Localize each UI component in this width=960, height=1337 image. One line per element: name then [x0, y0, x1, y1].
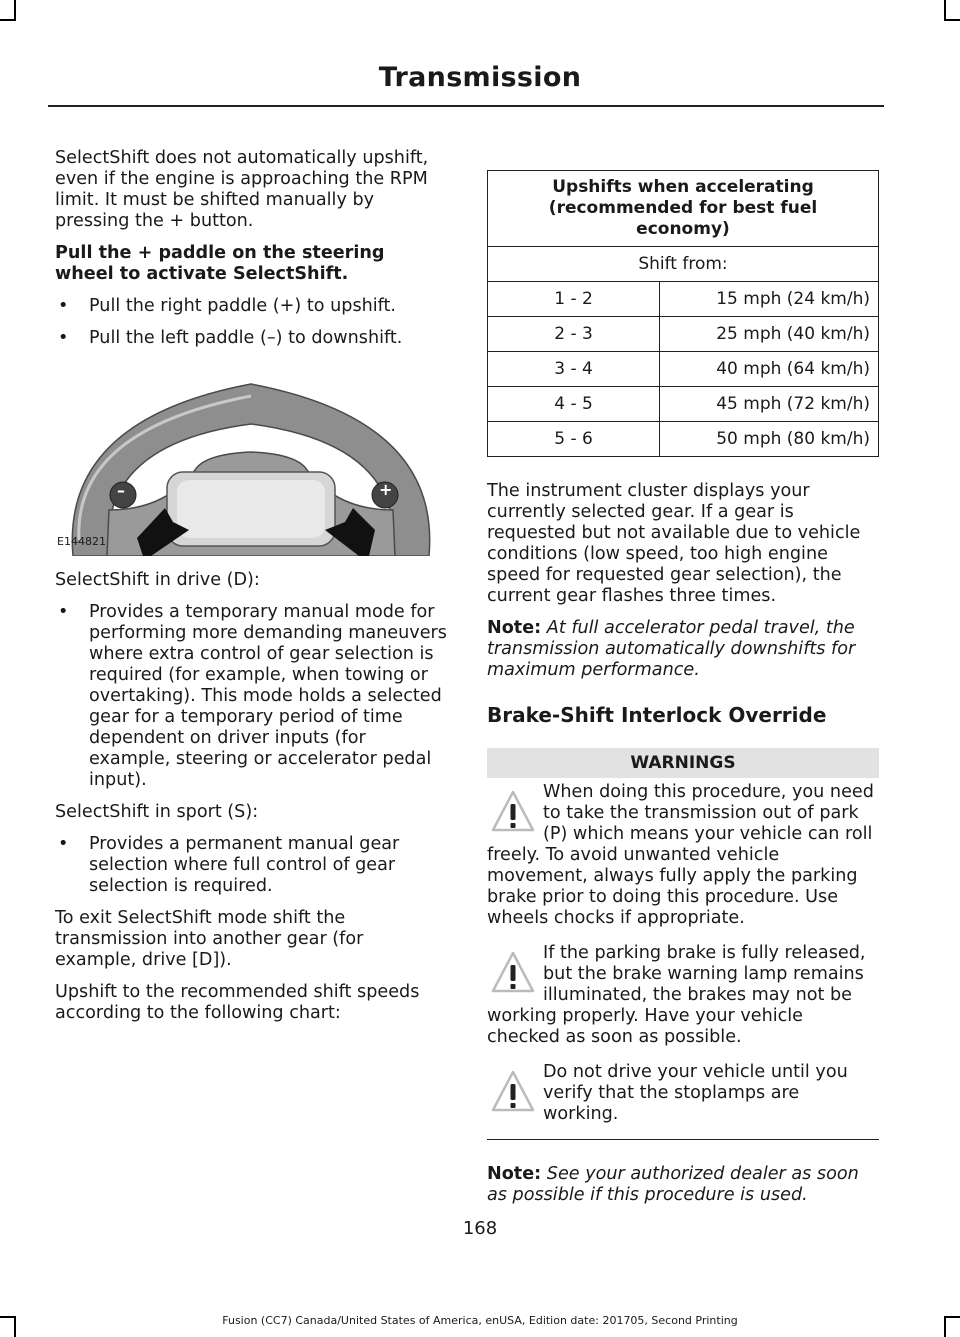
left-column: [55, 148, 448, 1035]
paddle-list: [55, 296, 448, 349]
crop-mark: [944, 0, 946, 20]
header-divider: [48, 105, 884, 107]
upshift-table: [487, 170, 879, 457]
bullet-icon: •: [58, 602, 69, 622]
sport-heading: SelectShift in sport (S):: [55, 802, 259, 822]
list-item: • Provides a temporary manual mode for performing more demanding maneuvers where extra control of gear selection is required (for example, when towing or overtaking). This mode holds a selected gear for a temporary period of time dependent on driver inputs (for example, steering or accelerator pedal input).: [58, 602, 447, 790]
warning-triangle-icon: [490, 1068, 536, 1116]
cluster-paragraph: The instrument cluster displays your currently selected gear. If a gear is requested but not available due to vehicle conditions (low speed, too high engine speed for requested gear selection), the current gear flashes three times.: [487, 481, 861, 606]
table-row: 3 - 4 40 mph (64 km/h): [488, 352, 879, 387]
note-full-pedal: Note: At full accelerator pedal travel, the transmission automatically downshifts for maximum performance.: [487, 618, 856, 680]
upshift-paragraph: Upshift to the recommended shift speeds according to the following chart:: [55, 982, 420, 1023]
table-row: 1 - 2 15 mph (24 km/h): [488, 282, 879, 317]
bullet-icon: •: [58, 296, 69, 316]
warning-triangle-icon: [490, 949, 536, 997]
figure-id: E144821: [57, 535, 106, 548]
list-item: • Pull the left paddle (–) to downshift.: [58, 328, 403, 348]
right-column: [487, 148, 879, 1217]
note-dealer: Note: See your authorized dealer as soon as possible if this procedure is used.: [487, 1164, 859, 1205]
table-row: 2 - 3 25 mph (40 km/h): [488, 317, 879, 352]
warning-item: If the parking brake is fully released, but the brake warning lamp remains illuminated, the brakes may not be working properly. Have your vehicle checked as soon as possible.: [487, 943, 866, 1047]
table-title: Upshifts when accelerating (recommended for best fuel economy): [488, 171, 879, 247]
list-item: • Pull the right paddle (+) to upshift.: [58, 296, 397, 316]
warning-triangle-icon: [490, 788, 536, 836]
warnings-header: WARNINGS: [487, 748, 879, 778]
crop-mark: [944, 19, 960, 21]
activate-instruction: Pull the + paddle on the steering wheel to activate SelectShift.: [55, 243, 385, 284]
page-title: Transmission: [378, 62, 582, 93]
plus-label: +: [379, 480, 393, 499]
exit-paragraph: To exit SelectShift mode shift the transmission into another gear (for example, drive [D]).: [55, 908, 364, 970]
sport-list: [55, 834, 448, 897]
warning-item: Do not drive your vehicle until you verify that the stoplamps are working.: [487, 1062, 879, 1140]
intro-paragraph: SelectShift does not automatically upshift, even if the engine is approaching the RPM limit. It must be shifted manually by pressing the + button.: [55, 148, 429, 231]
table-subheader: Shift from:: [488, 247, 879, 282]
crop-mark: [0, 19, 16, 21]
footer-text: Fusion (CC7) Canada/United States of America, enUSA, Edition date: 201705, Second Printing: [222, 1314, 738, 1327]
steering-wheel-icon: [55, 360, 447, 556]
table-row: 5 - 6 50 mph (80 km/h): [488, 422, 879, 457]
bullet-icon: •: [58, 834, 69, 854]
section-title: Brake-Shift Interlock Override: [487, 703, 827, 727]
page-number: 168: [462, 1218, 498, 1239]
steering-wheel-figure: [55, 360, 447, 556]
drive-list: [55, 602, 448, 791]
list-item: • Provides a permanent manual gear selection where full control of gear selection is required.: [58, 834, 400, 896]
minus-label: –: [117, 481, 125, 500]
table-row: 4 - 5 45 mph (72 km/h): [488, 387, 879, 422]
crop-mark: [14, 0, 16, 20]
warning-item: When doing this procedure, you need to take the transmission out of park (P) which means your vehicle can roll freely. To avoid unwanted vehicle movement, always fully apply the parking brake prior to doing this procedure. Use wheels chocks if appropriate.: [487, 782, 874, 928]
bullet-icon: •: [58, 328, 69, 348]
drive-heading: SelectShift in drive (D):: [55, 570, 260, 590]
